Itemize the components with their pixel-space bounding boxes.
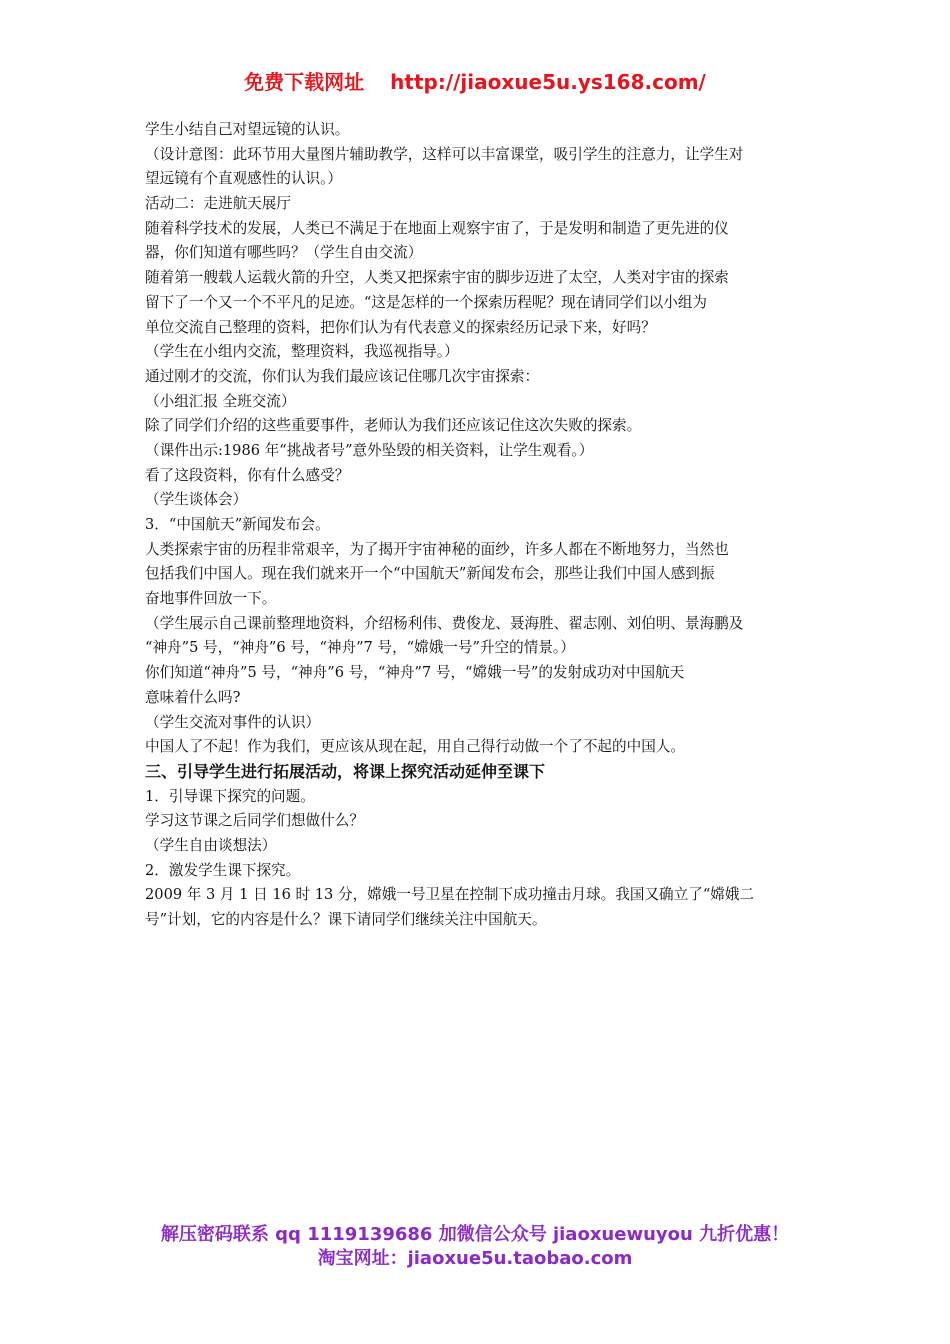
- text-line: （学生自由谈想法）: [145, 836, 277, 854]
- download-banner: [0, 66, 950, 95]
- text-line: （学生在小组内交流，整理资料，我巡视指导。）: [145, 343, 459, 361]
- text-line: （学生谈体会）: [145, 491, 248, 509]
- text-line: （课件出示:1986 年“挑战者号”意外坠毁的相关资料，让学生观看。）: [145, 441, 594, 459]
- text-line: 中国人了不起！作为我们，更应该从现在起，用自己得行动做一个了不起的中国人。: [145, 738, 685, 756]
- text-line: 学生小结自己对望远镜的认识。: [145, 121, 350, 138]
- download-url-link[interactable]: http://jiaoxue5u.ys168.com/: [390, 70, 706, 94]
- text-line: 你们知道“神舟”5 号，“神舟”6 号，“神舟”7 号，“嫦娥一号”的发射成功对中国航天: [145, 664, 685, 682]
- text-line: 望远镜有个直观感性的认识。）: [145, 170, 343, 188]
- text-line: 留下了一个又一个不平凡的足迹。“这是怎样的一个探索历程呢？现在请同学们以小组为: [145, 293, 708, 311]
- text-line: 意味着什么吗?: [145, 688, 241, 706]
- text-line: （设计意图：此环节用大量图片辅助教学，这样可以丰富课堂，吸引学生的注意力，让学生对: [145, 145, 744, 163]
- text-line: 除了同学们介绍的这些重要事件，老师认为我们还应该记住这次失败的探索。: [145, 417, 642, 435]
- text-line: （学生展示自己课前整理地资料，介绍杨利伟、费俊龙、聂海胜、翟志刚、刘伯明、景海鹏及: [145, 614, 744, 632]
- text-line: 看了这段资料，你有什么感受？: [145, 466, 350, 484]
- text-line: 活动二：走进航天展厅: [145, 195, 291, 213]
- text-line: 2009 年 3 月 1 日 16 时 13 分，嫦娥一号卫星在控制下成功撞击月球。我国又确立了“嫦娥二: [145, 886, 755, 904]
- text-line: 随着第一艘载人运载火箭的升空，人类又把探索宇宙的脚步迈进了太空，人类对宇宙的探索: [145, 269, 729, 287]
- text-line: 随着科学技术的发展，人类已不满足于在地面上观察宇宙了，于是发明和制造了更先进的仪: [145, 219, 729, 237]
- text-line: （小组汇报 全班交流）: [145, 392, 296, 410]
- text-line: 单位交流自己整理的资料，把你们认为有代表意义的探索经历记录下来，好吗？: [145, 318, 656, 336]
- text-line: 2．激发学生课下探究。: [145, 861, 301, 879]
- text-line: 通过刚才的交流，你们认为我们最应该记住哪几次宇宙探索：: [145, 367, 540, 385]
- text-line: （学生交流对事件的认识）: [145, 713, 321, 731]
- text-line: 学习这节课之后同学们想做什么？: [145, 812, 364, 830]
- text-line: 器，你们知道有哪些吗？（学生自由交流）: [145, 244, 423, 262]
- footer-contact: 解压密码联系 qq 1119139686 加微信公众号 jiaoxuewuyou 九折优惠！: [160, 1224, 790, 1245]
- document-body: [145, 118, 809, 933]
- download-label: 免费下载网址: [244, 70, 365, 94]
- text-line: 包括我们中国人。现在我们就来开一个“中国航天”新闻发布会，那些让我们中国人感到振: [145, 565, 715, 583]
- section-heading: 三、引导学生进行拓展活动，将课上探究活动延伸至课下: [145, 761, 546, 781]
- text-line: 1．引导课下探究的问题。: [145, 787, 315, 805]
- text-line: 号”计划，它的内容是什么？课下请同学们继续关注中国航天。: [145, 911, 547, 928]
- text-line: “神舟”5 号，“神舟”6 号，“神舟”7 号，“嫦娥一号”升空的情景。）: [145, 639, 575, 657]
- text-line: 人类探索宇宙的历程非常艰辛，为了揭开宇宙神秘的面纱，许多人都在不断地努力，当然也: [145, 540, 729, 558]
- footer-shop-url[interactable]: 淘宝网址：jiaoxue5u.taobao.com: [317, 1248, 633, 1269]
- text-line: 奋地事件回放一下。: [145, 590, 277, 608]
- text-line: 3．“中国航天”新闻发布会。: [145, 516, 330, 533]
